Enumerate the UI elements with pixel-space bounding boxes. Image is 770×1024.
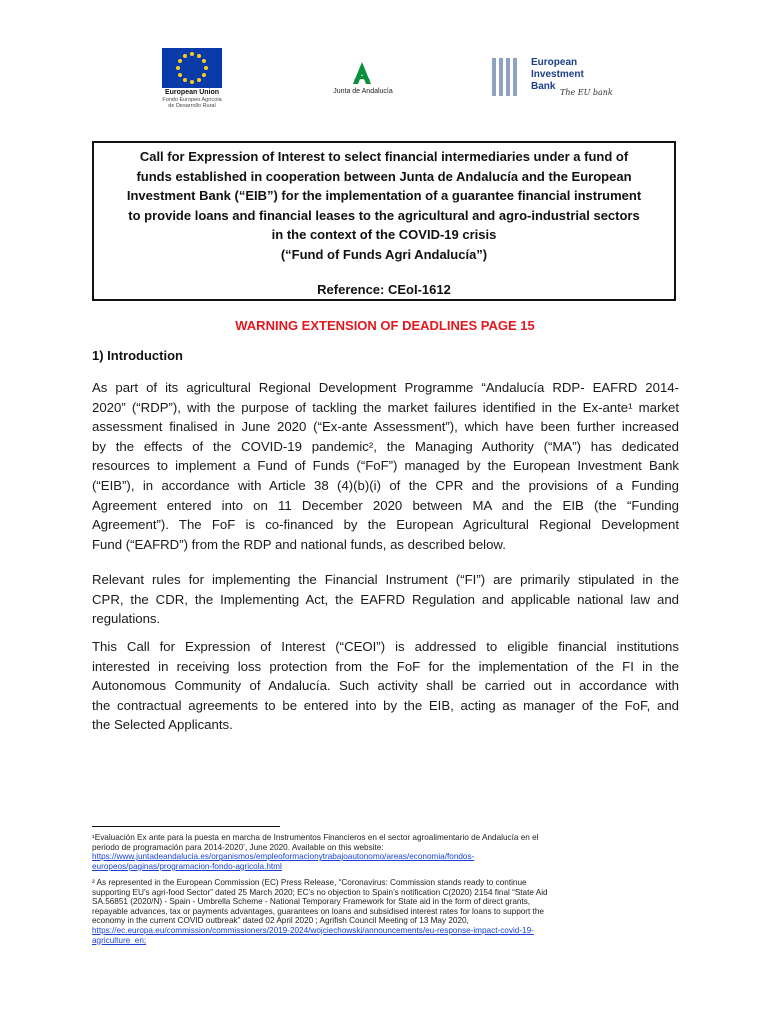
- paragraph-line: the contractual agreements to be entered into by the EIB, acting as manager of the FoF, and: [92, 697, 679, 713]
- paragraph-line: 2020” (“RDP”), with the purpose of tackling the market failures identified in the Ex-ante¹ market: [92, 399, 679, 415]
- eu-logo-subtitle-2: de Desarrollo Rural: [168, 103, 216, 109]
- footnote-line: repayable advances, tax or payments advantages, guarantees on loans and subsidised interest rates for loans to support the: [92, 906, 544, 916]
- paragraph-line: Agreement entered into on 11 December 2020 between MA and the EIB (the “Funding: [92, 497, 679, 513]
- paragraph-ceoi: [92, 637, 679, 735]
- paragraph-intro: [92, 378, 679, 554]
- paragraph-line: (“EIB”), in accordance with Article 38 (4)(b)(i) of the CPR and the provisions of a Funding: [92, 477, 679, 493]
- section-heading: 1) Introduction: [92, 348, 183, 363]
- paragraph-rules: [92, 570, 679, 629]
- eu-logo-caption: [156, 89, 228, 109]
- paragraph-line: regulations.: [92, 611, 161, 627]
- footnote-2: [92, 878, 679, 945]
- paragraph-line: This Call for Expression of Interest (“CEOI”) is addressed to eligible financial institutions: [92, 639, 679, 654]
- footnote-1: [92, 833, 679, 871]
- junta-andalucia-logo-icon: [332, 58, 392, 108]
- title-line: funds established in cooperation between Junta de Andalucía and the European: [136, 168, 632, 184]
- paragraph-line: assessment finalised in June 2020 (“Ex-ante Assessment”), which have been further increased: [92, 419, 679, 435]
- junta-andalucia-caption: Junta de Andalucía: [333, 88, 393, 95]
- eu-logo-name: European Union: [164, 89, 220, 96]
- reference-number: Reference: CEoI-1612: [317, 281, 451, 297]
- logo-header: [0, 40, 770, 110]
- eib-tagline: The EU bank: [560, 88, 613, 97]
- eib-bars-icon: [492, 58, 522, 98]
- footnote-link[interactable]: https://ec.europa.eu/commission/commissioners/2019-2024/wojciechowski/announcements/eu-response-impact-covid-19-: [92, 925, 534, 935]
- eu-logo-subtitle-1: Fondo Europeo Agrícola: [162, 97, 222, 103]
- paragraph-line: resources to implement a Fund of Funds (“FoF”) managed by the European Investment Bank: [92, 458, 679, 474]
- footnote-line: ¹Evaluación Ex ante para la puesta en marcha de Instrumentos Financieros en el sector agroalimentario de Andalucía en el: [92, 833, 539, 842]
- eib-line-2: Investment: [531, 69, 584, 80]
- paragraph-line: Relevant rules for implementing the Financial Instrument (“FI”) are primarily stipulated in the: [92, 572, 679, 587]
- title-line: (“Fund of Funds Agri Andalucía”): [280, 246, 488, 262]
- footnote-line: supporting EU’s agri-food Sector” dated 25 March 2020; EC’s no objection to Spain’s notification C(2020) 2154 final “State Aid: [92, 887, 548, 897]
- deadline-warning: WARNING EXTENSION OF DEADLINES PAGE 15: [235, 318, 535, 333]
- paragraph-line: Autonomous Community of Andalucía. Such activity shall be carried out in accordance with: [92, 678, 679, 694]
- footnote-divider: [92, 826, 280, 827]
- footnote-line: economy in the current COVID outbreak” dated 02 April 2020 ; Agrifish Council Meeting of 13 May 2020,: [92, 916, 469, 926]
- paragraph-line: CPR, the CDR, the Implementing Act, the EAFRD Regulation and applicable national law and: [92, 591, 679, 607]
- eib-line-1: European: [531, 57, 578, 68]
- paragraph-line: interested in receiving loss protection from the FoF for the implementation of the FI in the: [92, 658, 679, 674]
- title-line: to provide loans and financial leases to the agricultural and agro-industrial sectors: [128, 207, 640, 223]
- paragraph-line: Agreement”). The FoF is co-financed by the European Agricultural Regional Development: [92, 517, 679, 533]
- paragraph-line: by the effects of the COVID-19 pandemic², the Managing Authority (“MA”) has dedicated: [92, 438, 679, 454]
- paragraph-line: Fund (“EAFRD”) from the RDP and national funds, as described below.: [92, 536, 506, 552]
- title-line: Call for Expression of Interest to select financial intermediaries under a fund of: [139, 149, 629, 164]
- footnote-line: SA.56851 (2020/N) - Spain - Umbrella Scheme - National Temporary Framework for State aid in the form of direct grants,: [92, 897, 531, 907]
- eib-line-3: Bank: [531, 81, 556, 92]
- title-line: in the context of the COVID-19 crisis: [271, 227, 497, 243]
- title-line: Investment Bank (“EIB”) for the implementation of a guarantee financial instrument: [126, 188, 642, 204]
- eu-flag-icon: [162, 48, 222, 88]
- footnote-line: ² As represented in the European Commission (EC) Press Release, “Coronavirus: Commission stands ready to continue: [92, 878, 527, 887]
- title-box: [92, 141, 676, 301]
- paragraph-line: the Selected Applicants.: [92, 717, 233, 733]
- footnote-link[interactable]: europeos/paginas/programacion-fondo-agricola.html: [92, 861, 282, 871]
- footnote-link[interactable]: agriculture_en;: [92, 935, 147, 945]
- paragraph-line: As part of its agricultural Regional Development Programme “Andalucía RDP- EAFRD 2014-: [92, 380, 679, 395]
- footnote-link[interactable]: https://www.juntadeandalucia.es/organismos/empleoformacionytrabajoautonomo/areas/economia/fondos-: [92, 852, 475, 862]
- footnote-line: periodo de programación para 2014-2020’, June 2020. Available on this website:: [92, 842, 384, 852]
